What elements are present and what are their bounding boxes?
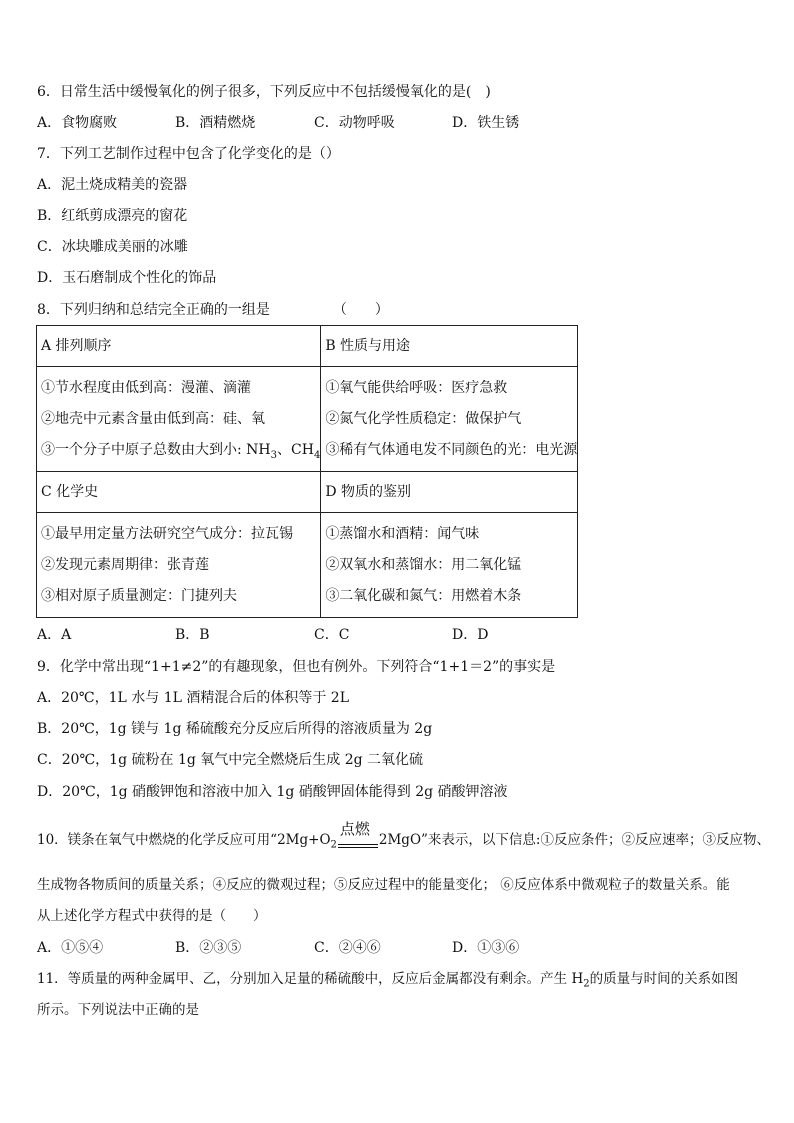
a-item-3: ③一个分子中原子总数由大到小: $NH_3$、$CH_4$ (41, 442, 321, 461)
q8-summary-table (36, 325, 578, 618)
c-item-1: ①最早用定量方法研究空气成分：拉瓦锡 (41, 526, 293, 542)
q10-option-d[interactable]: D．①③⑥ (452, 940, 520, 956)
q8-option-d[interactable]: D．D (452, 627, 489, 643)
d-item-2: ②双氧水和蒸馏水：用二氧化锰 (325, 557, 522, 573)
q6-stem: 6．日常生活中缓慢氧化的例子很多，下列反应中不包括缓慢氧化的是( ) (37, 84, 491, 100)
cell-a-body (37, 367, 321, 472)
cell-c-body (37, 513, 321, 618)
q7-option-b[interactable]: B．红纸剪成漂亮的窗花 (37, 208, 188, 224)
q7-stem: 7．下列工艺制作过程中包含了化学变化的是（） (37, 146, 340, 162)
b-item-3: ③稀有气体通电发不同颜色的光：电光源 (325, 442, 578, 458)
q6-option-b[interactable]: B．酒精燃烧 (175, 115, 256, 131)
q7-option-d[interactable]: D．玉石磨制成个性化的饰品 (37, 270, 217, 286)
a-item-1: ①节水程度由低到高：漫灌、滴灌 (41, 380, 251, 396)
q6-option-d[interactable]: D．铁生锈 (452, 115, 520, 131)
reaction-condition: 点燃 (339, 819, 370, 838)
c-item-3: ③相对原子质量测定：门捷列夫 (41, 588, 237, 604)
q8-option-c[interactable]: C．C (314, 627, 350, 643)
cell-d-head: D 物质的鉴别 (321, 472, 578, 513)
q10-option-a[interactable]: A．①⑤④ (37, 940, 104, 956)
q10-option-c[interactable]: C．②④⑥ (314, 940, 381, 956)
c-item-2: ②发现元素周期律：张青莲 (41, 557, 209, 573)
q9-option-c[interactable]: C．20℃，1g 硫粉在 1g 氧气中完全燃烧后生成 2g 二氧化硫 (37, 752, 424, 768)
q8-option-b[interactable]: B．B (175, 627, 210, 643)
b-item-1: ①氧气能供给呼吸：医疗急救 (325, 380, 508, 396)
q9-option-b[interactable]: B．20℃，1g 镁与 1g 稀硫酸充分反应后所得的溶液质量为 2g (37, 721, 433, 737)
q9-option-d[interactable]: D．20℃，1g 硝酸钾饱和溶液中加入 1g 硝酸钾固体能得到 2g 硝酸钾溶液 (37, 784, 508, 800)
q7-option-a[interactable]: A．泥土烧成精美的瓷器 (37, 177, 188, 193)
a-item-2: ②地壳中元素含量由低到高：硅、氧 (41, 411, 265, 427)
reaction-equals-sign (338, 819, 378, 856)
d-item-1: ①蒸馏水和酒精：闻气味 (325, 526, 480, 542)
q10-option-b[interactable]: B．②③⑤ (175, 940, 242, 956)
q9-option-a[interactable]: A．20℃，1L 水与 1L 酒精混合后的体积等于 2L (37, 690, 349, 706)
cell-b-body (321, 367, 578, 472)
cell-c-head: C 化学史 (37, 472, 321, 513)
cell-b-head: B 性质与用途 (321, 326, 578, 367)
q10-stem-line-2: 生成物各物质间的质量关系；④反应的微观过程；⑤反应过程中的能量变化； ⑥反应体系中微观粒子的数量关系。能 (37, 877, 730, 893)
q11-stem: 11．等质量的两种金属甲、乙，分别加入足量的稀硫酸中，反应后金属都没有剩余。产生 $H_2$的质量与时间的关系如图 (37, 971, 739, 990)
q6-option-a[interactable]: A．食物腐败 (37, 115, 118, 131)
q9-stem: 9．化学中常出现“1+1≠2”的有趣现象，但也有例外。下列符合“1+1＝2”的事实是 (37, 659, 556, 675)
b-item-2: ②氮气化学性质稳定：做保护气 (325, 411, 522, 427)
q7-option-c[interactable]: C．冰块雕成美丽的冰雕 (37, 239, 188, 255)
d-item-3: ③二氧化碳和氮气：用燃着木条 (325, 588, 522, 604)
q10-stem-line-3: 从上述化学方程式中获得的是（ ） (37, 908, 267, 924)
cell-d-body (321, 513, 578, 618)
q8-stem: 8．下列归纳和总结完全正确的一组是 （ ） (37, 302, 389, 318)
q10-stem: 10．镁条在氧气中燃烧的化学反应可用“$2Mg+O_2$ 点燃 2MgO”来表示，以下信息:①反应条件；②反应速率；③反应物、 (37, 830, 770, 856)
cell-a-head: A 排列顺序 (37, 326, 321, 367)
q11-stem-line-2: 所示。下列说法中正确的是 (37, 1002, 199, 1018)
q8-option-a[interactable]: A．A (37, 627, 72, 643)
q6-option-c[interactable]: C．动物呼吸 (314, 115, 395, 131)
